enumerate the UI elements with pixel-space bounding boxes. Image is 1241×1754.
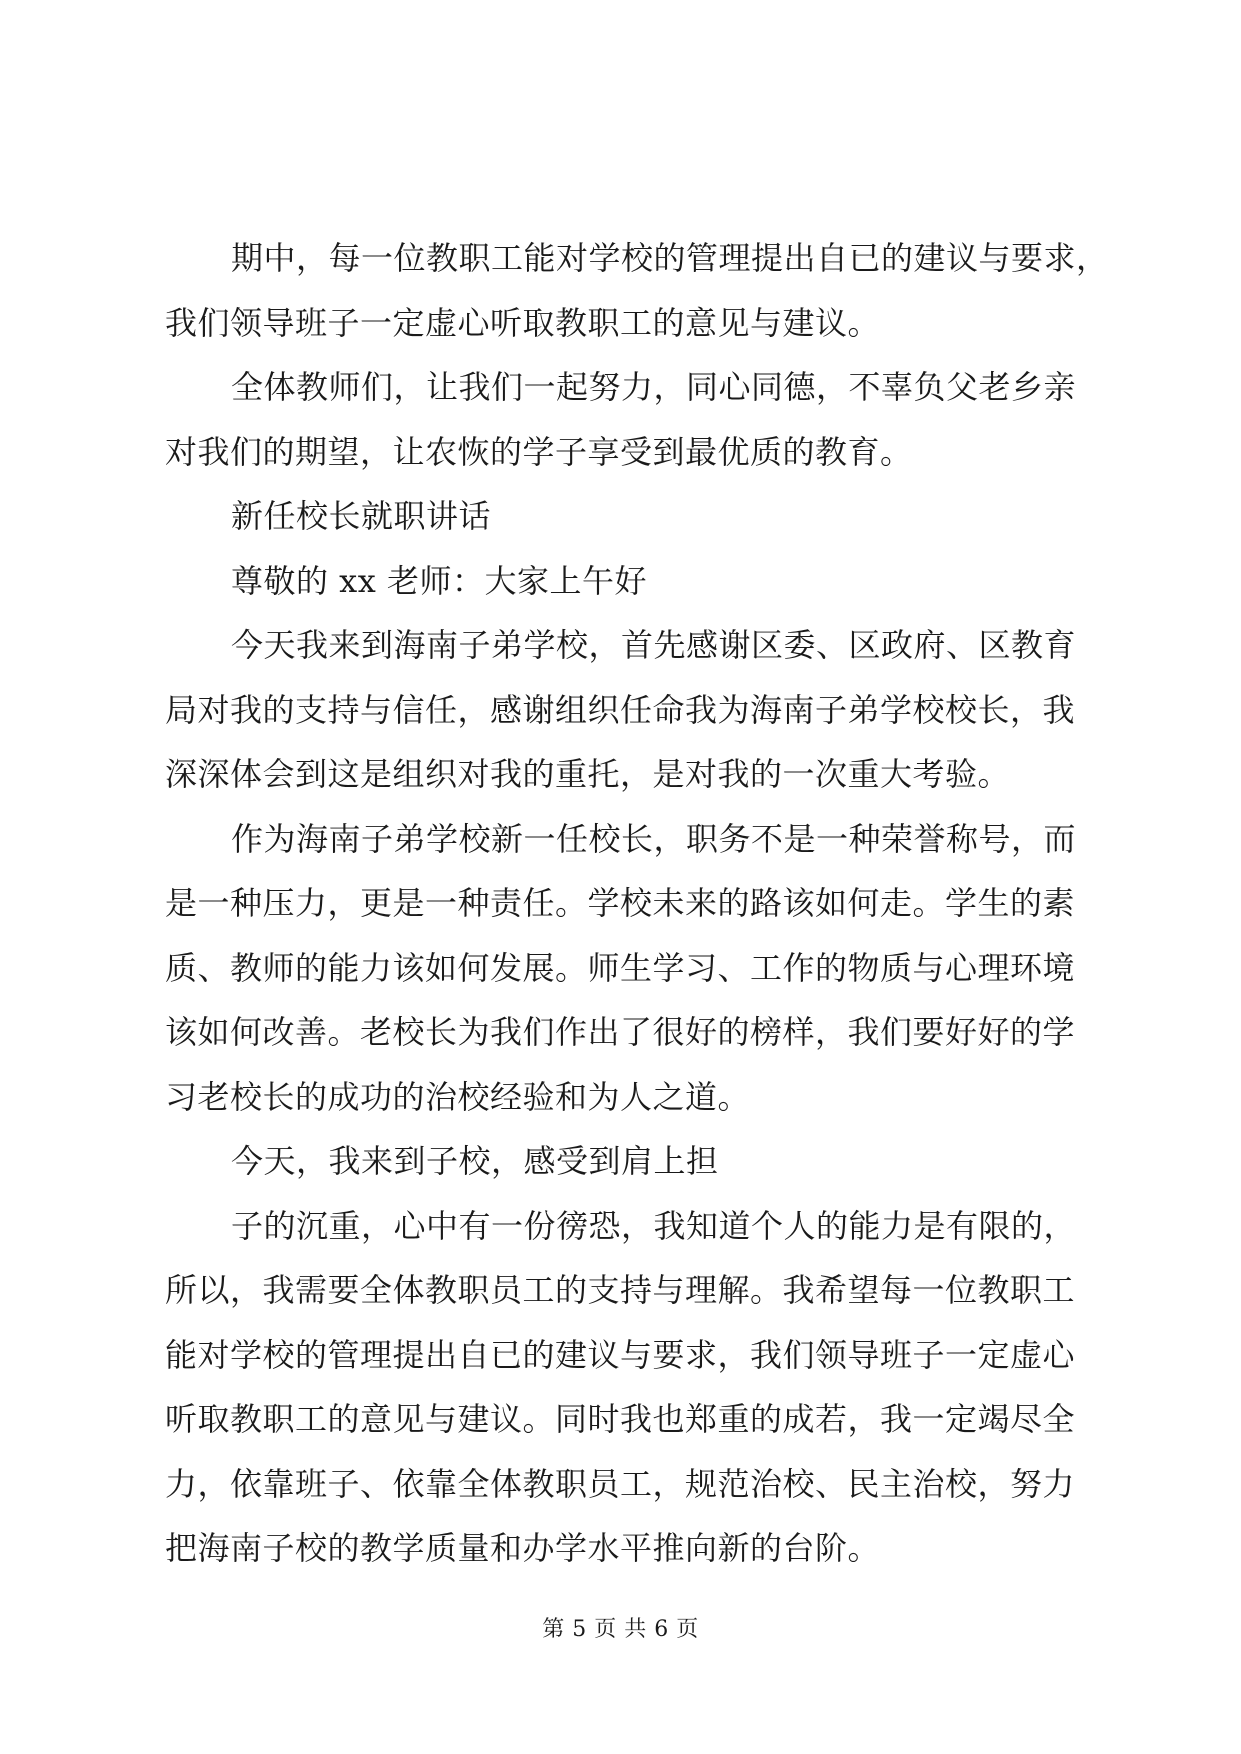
- paragraph-line: 该如何改善。老校长为我们作出了很好的榜样，我们要好好的学: [165, 1013, 1076, 1051]
- paragraph-line: 力，依靠班子、依靠全体教职员工，规范治校、民主治校，努力: [165, 1464, 1076, 1503]
- paragraph-line: 今天我来到海南子弟学校，首先感谢区委、区政府、区教育: [231, 626, 1077, 664]
- paragraph-line: 能对学校的管理提出自已的建议与要求，我们领导班子一定虚心: [165, 1335, 1076, 1374]
- paragraph-line: 把海南子校的教学质量和办学水平推向新的台阶。: [165, 1529, 881, 1567]
- speech-title-text: 新任校长就职讲话: [231, 497, 492, 535]
- paragraph-2: [165, 355, 1085, 484]
- paragraph-line: 全体教师们，让我们一起努力，同心同德，不辜负父老乡亲: [231, 368, 1077, 406]
- paragraph-line: 我们领导班子一定虚心听取教职工的意见与建议。: [165, 303, 881, 342]
- paragraph-line: 对我们的期望，让农恢的学子享受到最优质的教育。: [165, 432, 913, 471]
- paragraph-line: 子的沉重，心中有一份徬恐，我知道个人的能力是有限的，: [231, 1206, 1077, 1245]
- paragraph-1: [165, 226, 1109, 355]
- paragraph-line: 作为海南子弟学校新一任校长，职务不是一种荣誉称号，而: [231, 819, 1077, 858]
- paragraph-line: 是一种压力，更是一种责任。学校未来的路该如何走。学生的素: [165, 884, 1076, 922]
- paragraph-line: 习老校长的成功的治校经验和为人之道。: [165, 1077, 751, 1116]
- paragraph-line: 所以，我需要全体教职员工的支持与理解。我希望每一位教职工: [165, 1271, 1076, 1309]
- paragraph-line: 听取教职工的意见与建议。同时我也郑重的成若，我一定竭尽全: [165, 1400, 1076, 1438]
- paragraph-line: 局对我的支持与信任，感谢组织任命我为海南子弟学校校长，我: [165, 690, 1076, 729]
- document-body: [165, 226, 1109, 1581]
- salutation-text: 尊敬的 xx 老师：大家上午好: [231, 561, 647, 600]
- paragraph-3: [165, 613, 1085, 807]
- page-footer: 第 5 页 共 6 页: [542, 1617, 699, 1642]
- paragraph-6: [165, 1194, 1085, 1581]
- paragraph-line: 期中，每一位教职工能对学校的管理提出自已的建议与要求，: [231, 239, 1109, 277]
- paragraph-5: [165, 1129, 1085, 1194]
- paragraph-line: 今天，我来到子校，感受到肩上担: [231, 1142, 719, 1180]
- paragraph-line: 质、教师的能力该如何发展。师生学习、工作的物质与心理环境: [165, 948, 1076, 987]
- speech-title: [165, 484, 1085, 549]
- salutation: [165, 549, 1085, 614]
- paragraph-4: [165, 807, 1085, 1130]
- paragraph-line: 深深体会到这是组织对我的重托，是对我的一次重大考验。: [165, 755, 1011, 793]
